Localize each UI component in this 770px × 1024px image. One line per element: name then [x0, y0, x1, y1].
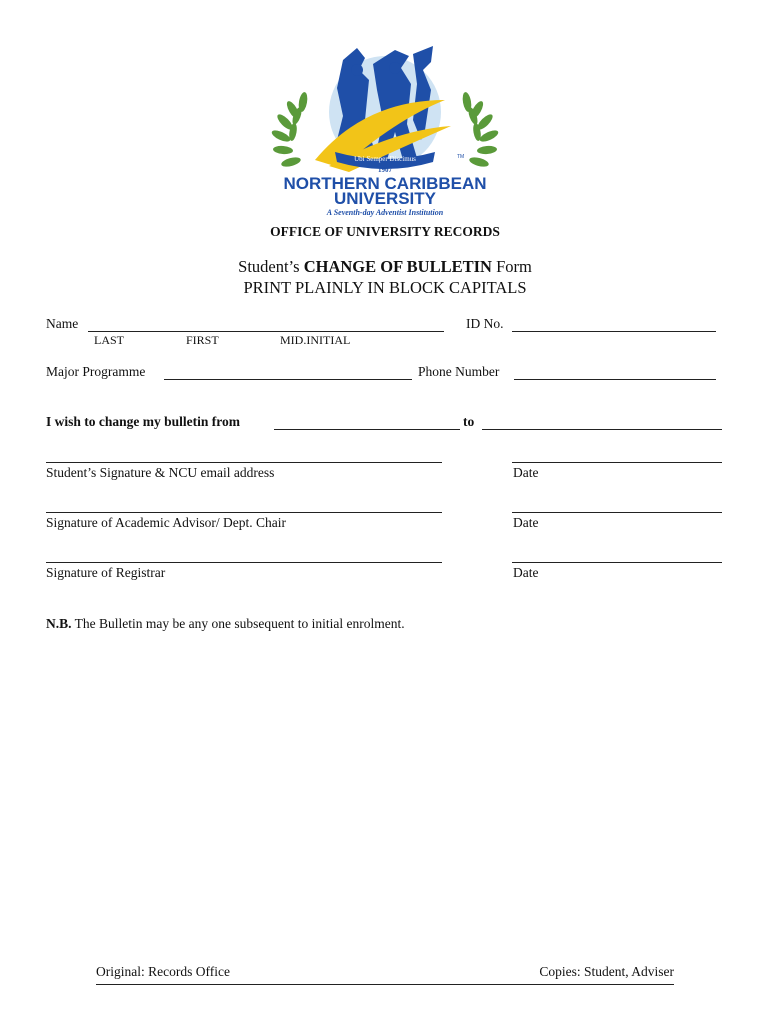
registrar-signature-label: Signature of Registrar	[46, 565, 166, 580]
advisor-date-line[interactable]	[512, 512, 722, 513]
logo-name-line1: NORTHERN CARIBBEAN	[283, 174, 487, 193]
footer-copies: Copies: Student, Adviser	[539, 964, 674, 979]
advisor-signature-label: Signature of Academic Advisor/ Dept. Chair	[46, 515, 286, 530]
office-title: OFFICE OF UNIVERSITY RECORDS	[270, 224, 500, 239]
advisor-date-label: Date	[513, 515, 539, 530]
bulletin-from-field[interactable]	[274, 429, 460, 430]
change-from-label: I wish to change my bulletin from	[46, 414, 241, 429]
note-prefix: N.B.	[46, 616, 72, 631]
logo-name-line2: UNIVERSITY	[333, 189, 437, 208]
student-signature-label: Student’s Signature & NCU email address	[46, 465, 275, 480]
laurel-left-icon	[270, 91, 308, 168]
svg-text:TM: TM	[457, 154, 465, 160]
footer-original: Original: Records Office	[96, 964, 230, 979]
change-to-label: to	[463, 414, 475, 429]
major-label: Major Programme	[46, 364, 146, 379]
name-first-caption: FIRST	[186, 333, 219, 347]
form-subtitle: PRINT PLAINLY IN BLOCK CAPITALS	[243, 278, 527, 297]
phone-field[interactable]	[514, 379, 716, 380]
laurel-right-icon	[461, 91, 499, 168]
name-field[interactable]	[88, 331, 444, 332]
major-field[interactable]	[164, 379, 412, 380]
registrar-date-line[interactable]	[512, 562, 722, 563]
student-date-label: Date	[513, 465, 539, 480]
note-text: The Bulletin may be any one subsequent to initial enrolment.	[71, 616, 405, 631]
registrar-signature-line[interactable]	[46, 562, 442, 563]
registrar-date-label: Date	[513, 565, 539, 580]
phone-label: Phone Number	[418, 364, 500, 379]
form-title-bold: CHANGE OF BULLETIN	[303, 257, 492, 276]
bulletin-to-field[interactable]	[482, 429, 722, 430]
name-label: Name	[46, 316, 79, 331]
form-title: Student’s CHANGE OF BULLETIN Form	[238, 257, 532, 276]
university-logo	[245, 40, 525, 218]
svg-text:1907: 1907	[378, 166, 392, 174]
name-mid-caption: MID.INITIAL	[280, 333, 351, 347]
logo-tagline: A Seventh-day Adventist Institution	[326, 208, 444, 217]
advisor-signature-line[interactable]	[46, 512, 442, 513]
note	[46, 616, 405, 632]
student-signature-line[interactable]	[46, 462, 442, 463]
student-date-line[interactable]	[512, 462, 722, 463]
logo-motto: Ubi Semper Discimus	[354, 155, 416, 163]
id-label: ID No.	[466, 316, 504, 331]
id-field[interactable]	[512, 331, 716, 332]
name-last-caption: LAST	[94, 333, 124, 347]
